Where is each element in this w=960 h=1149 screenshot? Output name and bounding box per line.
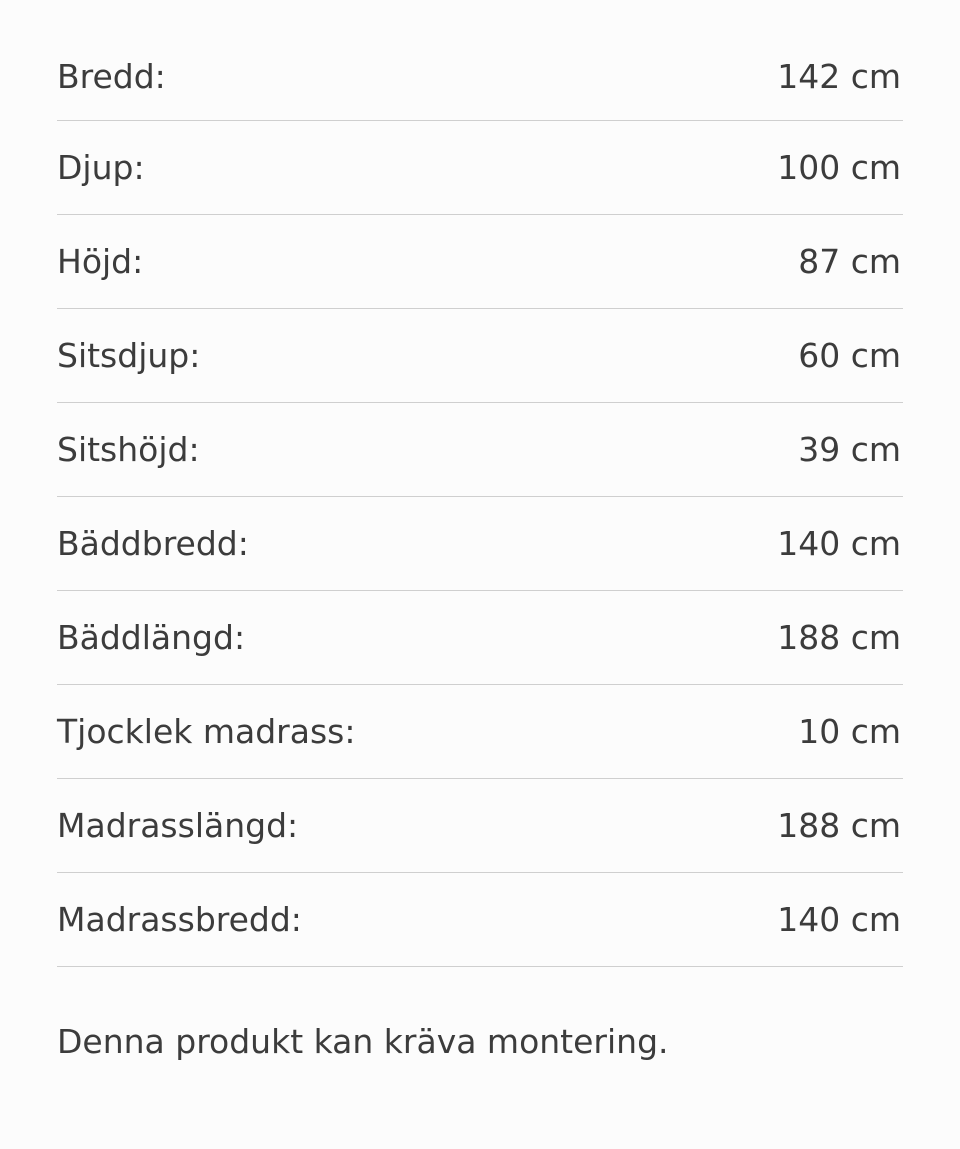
assembly-note: Denna produkt kan kräva montering.	[57, 1022, 669, 1061]
spec-row-baddbredd	[57, 497, 903, 591]
spec-value: 142 cm	[777, 56, 901, 96]
spec-row-sitsdjup	[57, 309, 903, 403]
spec-row-bredd	[57, 32, 903, 121]
spec-value: 10 cm	[798, 712, 901, 751]
spec-value: 87 cm	[798, 242, 901, 281]
spec-label: Tjocklek madrass:	[57, 712, 356, 751]
spec-label: Madrassbredd:	[57, 900, 302, 939]
spec-row-madrasslangd	[57, 779, 903, 873]
spec-row-madrassbredd	[57, 873, 903, 967]
spec-label: Bäddlängd:	[57, 618, 246, 657]
spec-row-sitshojd	[57, 403, 903, 497]
spec-value: 188 cm	[777, 618, 901, 657]
spec-value: 39 cm	[798, 430, 901, 469]
spec-label: Bredd:	[57, 56, 166, 96]
spec-value: 100 cm	[777, 148, 901, 187]
spec-value: 60 cm	[798, 336, 901, 375]
spec-row-djup	[57, 121, 903, 215]
spec-label: Sitshöjd:	[57, 430, 200, 469]
spec-label: Sitsdjup:	[57, 336, 201, 375]
spec-row-hojd	[57, 215, 903, 309]
spec-value: 140 cm	[777, 900, 901, 939]
spec-value: 188 cm	[777, 806, 901, 845]
product-dimensions-list	[57, 32, 903, 967]
spec-label: Bäddbredd:	[57, 524, 249, 563]
spec-row-tjocklek-madrass	[57, 685, 903, 779]
spec-label: Djup:	[57, 148, 145, 187]
spec-label: Madrasslängd:	[57, 806, 299, 845]
spec-row-baddlangd	[57, 591, 903, 685]
spec-label: Höjd:	[57, 242, 144, 281]
spec-value: 140 cm	[777, 524, 901, 563]
